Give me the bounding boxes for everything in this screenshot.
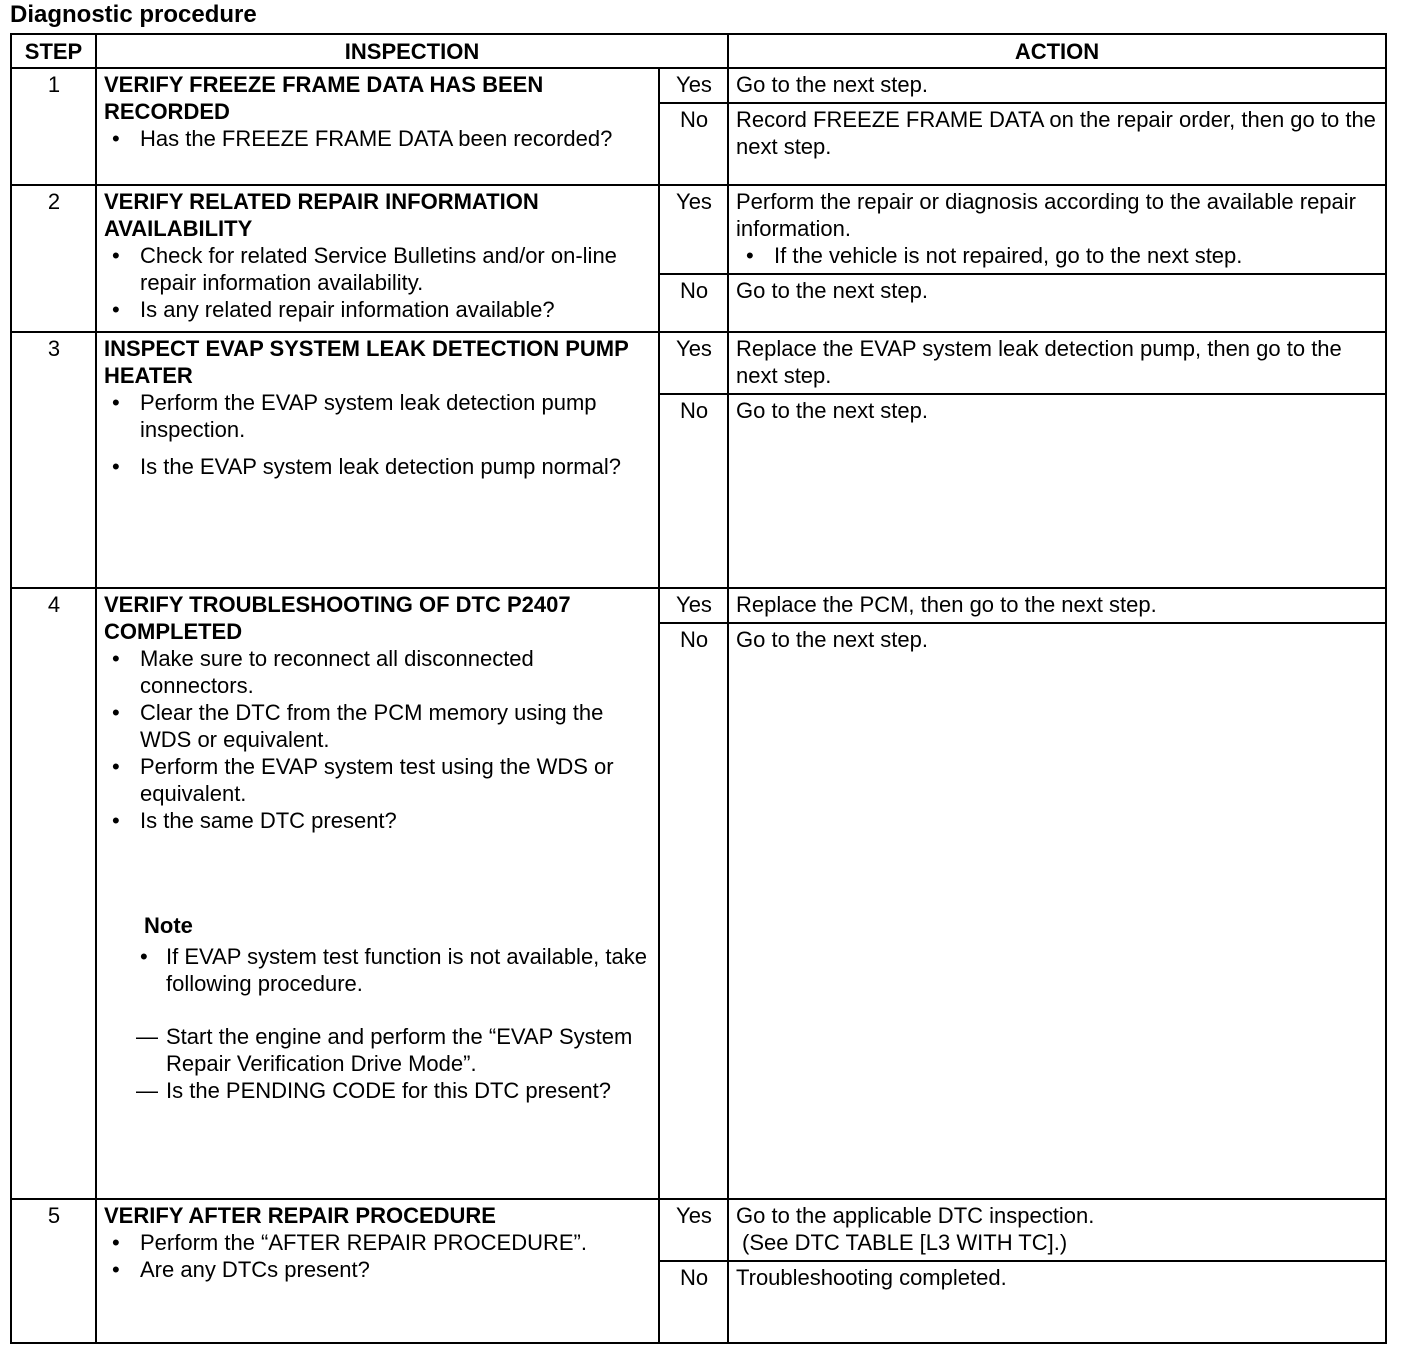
inspection-cell <box>96 332 659 588</box>
list-item: • Perform the EVAP system test using the WDS or equivalent. <box>140 753 652 807</box>
yes-label: Yes <box>659 68 728 103</box>
inspection-cell <box>96 68 659 185</box>
yes-label: Yes <box>659 332 728 394</box>
step-heading: INSPECT EVAP SYSTEM LEAK DETECTION PUMP HEATER <box>104 336 629 388</box>
yes-action: Go to the next step. <box>728 68 1386 103</box>
header-step: STEP <box>11 34 96 68</box>
inspection-cell <box>96 1199 659 1343</box>
table-row <box>11 588 1386 623</box>
step-heading: VERIFY FREEZE FRAME DATA HAS BEEN RECORDED <box>104 72 544 124</box>
inspection-bullets <box>104 645 652 834</box>
list-item: • Are any DTCs present? <box>140 1256 652 1283</box>
step-number: 5 <box>11 1199 96 1343</box>
yes-label: Yes <box>659 185 728 274</box>
no-label: No <box>659 103 728 185</box>
note-block <box>104 912 652 939</box>
no-label: No <box>659 1261 728 1343</box>
yes-action: Replace the PCM, then go to the next step. <box>728 588 1386 623</box>
list-item: • Perform the EVAP system leak detection pump inspection. <box>140 389 652 443</box>
no-label: No <box>659 623 728 1199</box>
inspection-bullets <box>104 125 652 152</box>
yes-action: Go to the applicable DTC inspection. <box>736 1203 1095 1228</box>
header-inspection: INSPECTION <box>96 34 728 68</box>
no-action: Go to the next step. <box>728 623 1386 1199</box>
step-heading: VERIFY AFTER REPAIR PROCEDURE <box>104 1203 496 1228</box>
list-item: • Check for related Service Bulletins and/or on-line repair information availability. <box>140 242 652 296</box>
no-label: No <box>659 274 728 332</box>
inspection-bullets <box>104 389 652 480</box>
table-row <box>11 68 1386 103</box>
table-row <box>11 185 1386 274</box>
no-action: Troubleshooting completed. <box>728 1261 1386 1343</box>
list-item: • Has the FREEZE FRAME DATA been recorded? <box>140 125 652 152</box>
no-action: Go to the next step. <box>728 274 1386 332</box>
step-heading: VERIFY TROUBLESHOOTING OF DTC P2407 COMPLETED <box>104 592 571 644</box>
list-item: • Clear the DTC from the PCM memory using the WDS or equivalent. <box>140 699 652 753</box>
list-item: • Is the same DTC present? <box>140 807 652 834</box>
note-label: Note <box>144 913 193 938</box>
note-bullets <box>104 943 652 997</box>
no-action: Record FREEZE FRAME DATA on the repair order, then go to the next step. <box>728 103 1386 185</box>
dtc-table-reference: (See DTC TABLE [L3 WITH TC].) <box>742 1230 1068 1255</box>
table-header-row <box>11 34 1386 68</box>
page-title: Diagnostic procedure <box>10 1 257 28</box>
yes-label: Yes <box>659 1199 728 1261</box>
list-item: — Start the engine and perform the “EVAP System Repair Verification Drive Mode”. <box>166 1023 652 1077</box>
step-heading: VERIFY RELATED REPAIR INFORMATION AVAILABILITY <box>104 189 539 241</box>
step-number: 2 <box>11 185 96 332</box>
list-item: — Is the PENDING CODE for this DTC present? <box>166 1077 652 1104</box>
inspection-cell <box>96 185 659 332</box>
step-number: 4 <box>11 588 96 1199</box>
list-item: • If the vehicle is not repaired, go to the next step. <box>774 242 1379 269</box>
list-item: • Is any related repair information available? <box>140 296 652 323</box>
step-number: 1 <box>11 68 96 185</box>
yes-action: Replace the EVAP system leak detection pump, then go to the next step. <box>728 332 1386 394</box>
header-action: ACTION <box>728 34 1386 68</box>
yes-label: Yes <box>659 588 728 623</box>
inspection-bullets <box>104 1229 652 1283</box>
no-label: No <box>659 394 728 588</box>
inspection-bullets <box>104 242 652 323</box>
yes-action: Perform the repair or diagnosis according to the available repair information. <box>736 189 1356 241</box>
list-item: • Perform the “AFTER REPAIR PROCEDURE”. <box>140 1229 652 1256</box>
action-bullets <box>736 242 1379 269</box>
yes-action-cell <box>728 1199 1386 1261</box>
table-row <box>11 332 1386 394</box>
step-number: 3 <box>11 332 96 588</box>
list-item: • Make sure to reconnect all disconnected connectors. <box>140 645 652 699</box>
yes-action-cell <box>728 185 1386 274</box>
diagnostic-procedure-table <box>10 33 1387 1344</box>
list-item: • Is the EVAP system leak detection pump normal? <box>140 453 652 480</box>
table-row <box>11 1199 1386 1261</box>
list-item: • If EVAP system test function is not available, take following procedure. <box>166 943 652 997</box>
inspection-cell <box>96 588 659 1199</box>
procedure-dash-list <box>104 1023 652 1104</box>
no-action: Go to the next step. <box>728 394 1386 588</box>
